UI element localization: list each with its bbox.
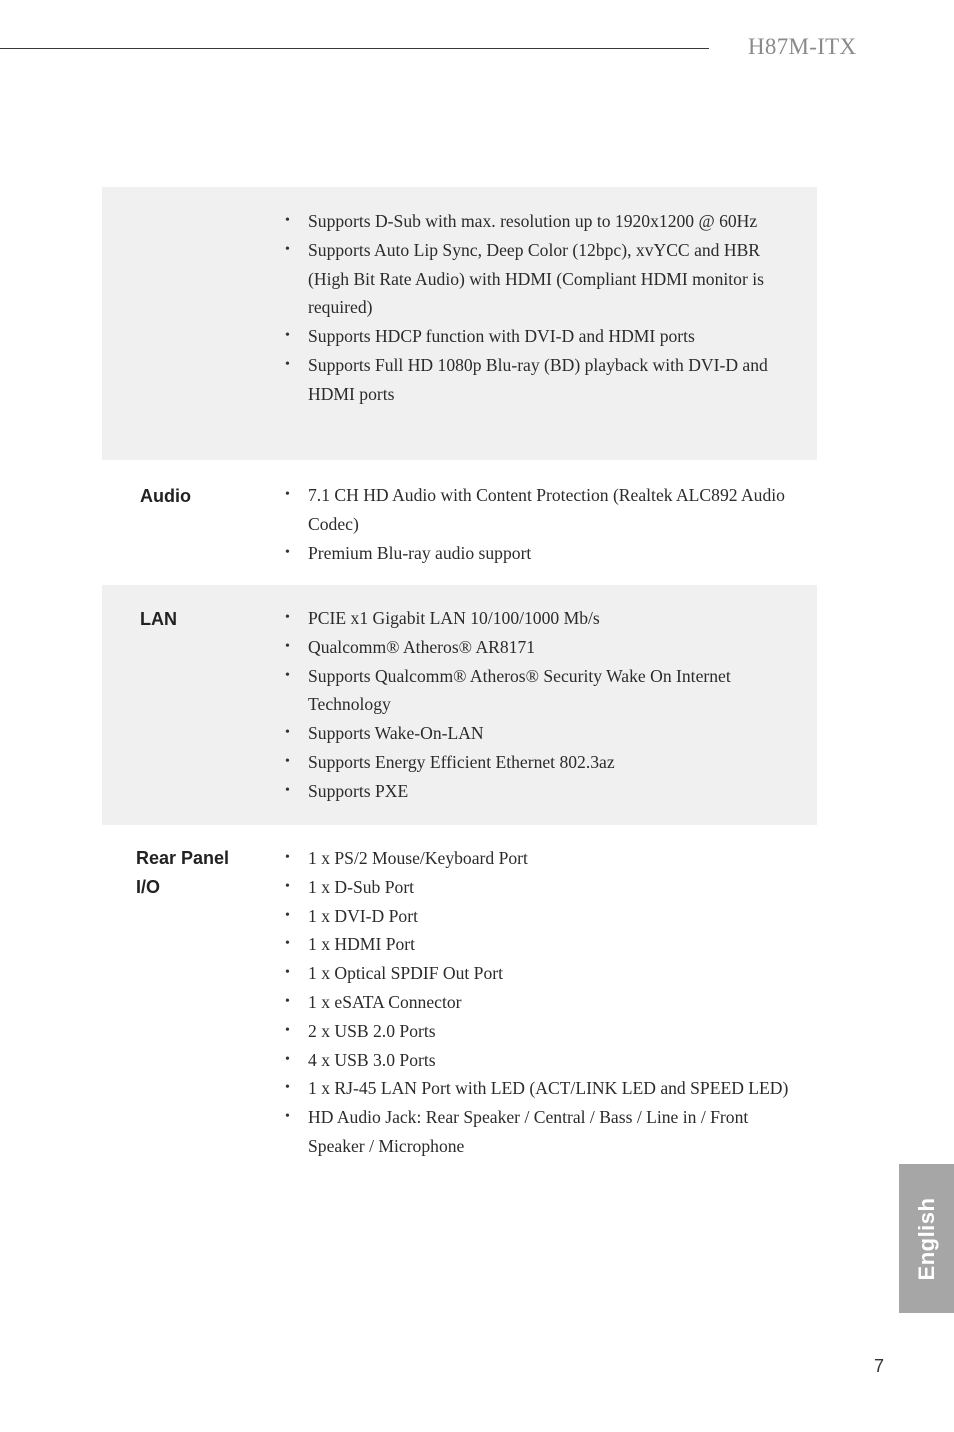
list-item: • Supports Energy Efficient Ethernet 802.3az	[285, 748, 795, 777]
bullet-icon: •	[285, 1051, 290, 1067]
list-item: • HD Audio Jack: Rear Speaker / Central / Bass / Line in / Front Speaker / Microphone	[285, 1103, 795, 1161]
bullet-icon: •	[285, 328, 290, 344]
spec-row-rear-panel-io	[102, 825, 817, 1205]
list-item: • Supports Qualcomm® Atheros® Security Wake On Internet Technology	[285, 662, 795, 720]
spec-label-rear-panel-io	[136, 844, 229, 902]
spec-row-audio	[102, 460, 817, 585]
page-number: 7	[874, 1356, 885, 1376]
list-item: • 1 x PS/2 Mouse/Keyboard Port	[285, 844, 795, 873]
spec-label-line: Rear Panel	[136, 848, 230, 868]
list-item: • 1 x DVI-D Port	[285, 902, 795, 931]
list-item: • 1 x RJ-45 LAN Port with LED (ACT/LINK LED and SPEED LED)	[285, 1074, 795, 1103]
bullet-icon: •	[285, 1022, 290, 1038]
bullet-icon: •	[285, 667, 290, 683]
list-item: • 1 x eSATA Connector	[285, 988, 795, 1017]
list-item: • Supports Wake-On-LAN	[285, 719, 795, 748]
bullet-icon: •	[285, 487, 290, 502]
bullet-icon: •	[285, 1080, 290, 1096]
bullet-icon: •	[285, 725, 290, 741]
list-item: • PCIE x1 Gigabit LAN 10/100/1000 Mb/s	[285, 604, 795, 633]
list-item: • Supports Auto Lip Sync, Deep Color (12bpc), xvYCC and HBR (High Bit Rate Audio) with HDMI (Compliant HDMI monitor is required)	[285, 236, 795, 322]
header-rule	[0, 48, 709, 49]
spec-label-audio: Audio	[140, 486, 191, 506]
list-item: • 1 x Optical SPDIF Out Port	[285, 959, 795, 988]
spec-label-line: I/O	[136, 877, 161, 897]
spec-list	[285, 604, 795, 806]
bullet-icon: •	[285, 638, 290, 654]
bullet-icon: •	[285, 753, 290, 769]
list-item: • Supports HDCP function with DVI-D and HDMI ports	[285, 322, 795, 351]
bullet-icon: •	[285, 356, 290, 372]
bullet-icon: •	[285, 878, 290, 894]
list-item: • Supports PXE	[285, 777, 795, 806]
bullet-icon: •	[285, 782, 290, 798]
spec-row-video-output	[102, 187, 817, 460]
language-tab[interactable]	[899, 1164, 954, 1313]
spec-label-lan: LAN	[140, 609, 177, 629]
spec-list	[285, 481, 795, 567]
spec-list	[285, 844, 795, 1161]
list-item: • 1 x HDMI Port	[285, 930, 795, 959]
bullet-icon: •	[285, 544, 290, 560]
bullet-icon: •	[285, 936, 290, 952]
list-item: • Supports D-Sub with max. resolution up to 1920x1200 @ 60Hz	[285, 207, 795, 236]
bullet-icon: •	[285, 213, 290, 228]
list-item: • 4 x USB 3.0 Ports	[285, 1046, 795, 1075]
bullet-icon: •	[285, 993, 290, 1009]
spec-list	[285, 207, 795, 409]
bullet-icon: •	[285, 907, 290, 923]
list-item: • Qualcomm® Atheros® AR8171	[285, 633, 795, 662]
list-item: • 2 x USB 2.0 Ports	[285, 1017, 795, 1046]
spec-table	[102, 187, 817, 1205]
list-item: • Premium Blu-ray audio support	[285, 539, 795, 568]
list-item: • 7.1 CH HD Audio with Content Protection (Realtek ALC892 Audio Codec)	[285, 481, 795, 539]
language-tab-label: English	[913, 1197, 939, 1280]
bullet-icon: •	[285, 610, 290, 625]
list-item: • Supports Full HD 1080p Blu-ray (BD) playback with DVI-D and HDMI ports	[285, 351, 795, 409]
bullet-icon: •	[285, 1109, 290, 1125]
bullet-icon: •	[285, 850, 290, 865]
spec-row-lan	[102, 585, 817, 825]
model-name: H87M-ITX	[748, 34, 857, 59]
bullet-icon: •	[285, 965, 290, 981]
bullet-icon: •	[285, 241, 290, 257]
list-item: • 1 x D-Sub Port	[285, 873, 795, 902]
